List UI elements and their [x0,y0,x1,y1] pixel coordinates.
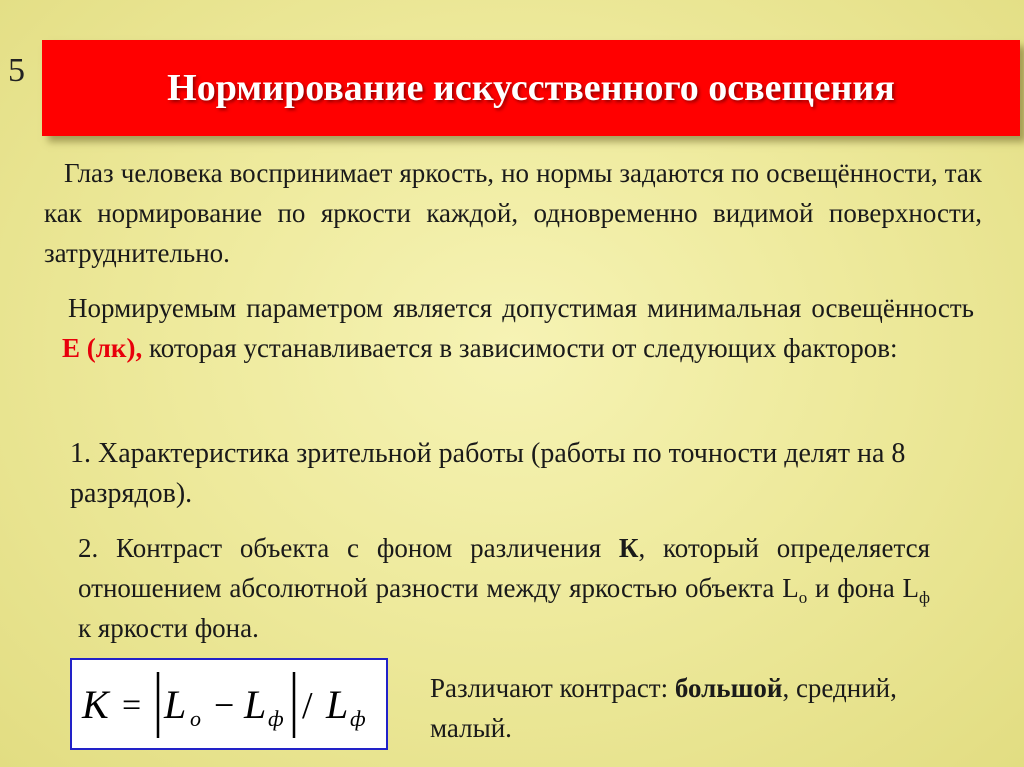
factor-visual-work: 1. Характеристика зрительной работы (работы по точности делят на 8 разрядов). [70,438,906,509]
subscript-object: о [798,588,808,607]
illuminance-symbol: Е (лк), [62,333,143,363]
note-suffix: , средний, малый. [430,673,897,743]
contrast-formula [70,658,388,750]
paragraph-text-end: которая устанавливается в зависимости от следующих факторов: [142,333,898,363]
formula-l-background: L [244,682,267,727]
paragraph-brightness: Глаз человека воспринимает яркость, но нормы задаются по освещённости, так как нормирование по яркости каждой, одновременно видимой поверхности, затруднительно. [44,158,982,268]
note-bold: большой [674,673,783,703]
contrast-types-note [430,668,950,748]
factor-text-and: и фона L [807,573,919,603]
formula-sub-f-denominator: ф [350,706,366,731]
slide-number: 5 [8,52,25,89]
factor-contrast [78,528,930,648]
title-banner [42,40,1020,136]
contrast-symbol: К [618,533,639,563]
formula-l-object: L [164,682,187,727]
factor-text-middle: , который определяется отношением абсолютной разности между яркостью объекта L [78,533,930,603]
paragraph-illuminance-norm [62,288,974,368]
formula-sub-f: ф [268,706,284,731]
subscript-background: ф [918,588,930,607]
formula-slash: / [302,685,313,727]
formula-k: К [82,682,109,727]
formula-equals: = [122,687,142,724]
formula-graphic [72,660,386,748]
note-prefix: Различают контраст: [430,673,675,703]
slide-title: Нормирование искусственного освещения [167,67,895,109]
formula-l-denominator: L [326,682,349,727]
factor-text-end: к яркости фона. [78,613,259,643]
formula-sub-o: o [190,706,201,731]
formula-minus: − [214,685,235,725]
paragraph-text: Нормируемым параметром является допустимая минимальная освещённость [68,293,974,323]
factor-text: 2. Контраст объекта с фоном различения [78,533,619,563]
